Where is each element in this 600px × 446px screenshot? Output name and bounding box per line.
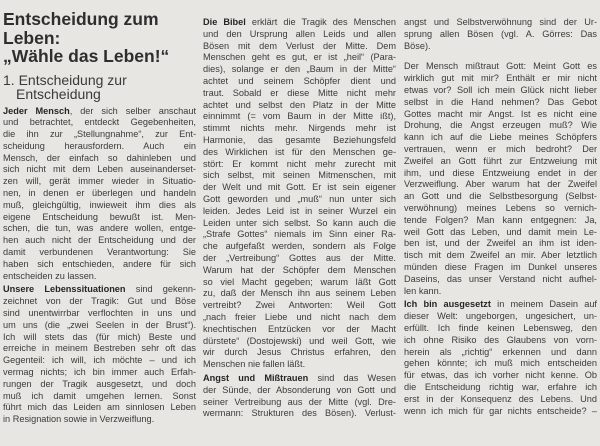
line-text: Harmonie, das gesamte Beziehungsfeld [203, 134, 396, 145]
text-line [404, 120, 597, 132]
text-line [404, 370, 597, 382]
text-line [404, 168, 597, 180]
text-line [203, 408, 396, 420]
text-line [404, 299, 597, 311]
text-line [404, 262, 597, 274]
text-line [404, 227, 597, 239]
text-line [3, 402, 196, 414]
text-line [203, 41, 396, 53]
text-line [404, 191, 597, 203]
line-text: Leiden unter sich selbst. So kann auch die [203, 217, 396, 228]
text-line [404, 179, 597, 191]
line-text: erreiche in meinem Bestreben sehr oft das [3, 343, 196, 354]
text-line [404, 132, 597, 144]
text-line [3, 200, 196, 212]
line-text: verwöhnung) meines Lebens so vernich- [404, 202, 597, 213]
line-text: entscheiden zu lassen. [3, 270, 97, 281]
line-text: achtet und seinem Schöpfer dient und [203, 75, 396, 86]
line-text: Menschen nie fallen läßt. [203, 359, 306, 370]
text-line [203, 170, 396, 182]
line-text: einnimmt (= vom Baum in der Mitte ißt), [203, 111, 396, 122]
lead-in-bold: Angst und Mißtrauen [203, 372, 309, 383]
line-text: Gegenteil: ich will, ich möchte – und ich [3, 355, 196, 366]
text-line [404, 286, 597, 298]
line-text: Daseins, das unser Verstand nicht aufhel- [404, 273, 597, 284]
line-text: und betrachtet, entdeckt Gegebenheiten, [3, 117, 196, 128]
text-line [203, 288, 396, 300]
line-text: seiner Vertreibung aus der Mitte (vgl. Dre- [203, 396, 396, 407]
line-text: selbst in die Hand nehmen? Das Gebot [404, 96, 597, 107]
text-line [404, 238, 597, 250]
line-text: sind gekenn- [125, 284, 196, 295]
line-text: rungen der Tragik ausgesetzt, und doch [3, 378, 196, 389]
text-line [404, 215, 597, 227]
line-text: Menschen geht es gut, er ist „heil“ (Para- [203, 52, 396, 63]
text-line [404, 85, 597, 97]
line-text: sich nicht mit dem Leben auseinanderset- [3, 164, 196, 175]
line-text: vertreibt? Zwei Antworten: Weil Gott [203, 300, 396, 311]
lead-in-bold: Ich bin ausgesetzt [404, 299, 491, 310]
line-text: wenn ich mich für gar nichts entscheide? – [404, 405, 597, 416]
line-text: muß ich damit umgehen lernen. Sonst [3, 390, 196, 401]
text-line [3, 153, 196, 165]
paragraph [203, 17, 396, 371]
text-line [3, 391, 196, 403]
line-text: „nach freier Liebe und nicht nach dem [203, 311, 396, 322]
line-text: zeichnet von der Tragik: Gut und Böse [3, 296, 196, 307]
paragraph [404, 299, 597, 417]
line-text: knechtischen Entzücken vor der Macht [203, 323, 396, 334]
text-line [203, 324, 396, 336]
line-text: in meinem Dasein auf [490, 299, 597, 310]
line-text: ich ohne Risiko des Glaubens von vorn- [404, 334, 597, 345]
text-line [3, 296, 196, 308]
line-text: Zweifel an Gott führt zur Entzweiung mit [404, 155, 597, 166]
line-text: wermann: Strukturen des Bösen). Verlust- [203, 408, 396, 419]
text-line [404, 29, 597, 41]
paragraph [3, 106, 196, 283]
title-line: „Wähle das Leben!“ [3, 46, 170, 66]
line-text: gehen könnte; ich muß mich entscheiden [404, 358, 597, 369]
text-line [404, 61, 597, 73]
line-text: dürstete“ (Dostojewski) und weil Gott, wie [203, 335, 396, 346]
text-line [3, 343, 196, 355]
line-text: um uns (die „zwei Seelen in der Brust“). [3, 319, 196, 330]
text-line [203, 229, 396, 241]
line-text: che aufgefaßt werden, sondern als Folge [203, 241, 396, 252]
text-line [203, 241, 396, 253]
line-text: vermag nichts; ich bin immer auch Erfah- [3, 367, 196, 378]
line-text: die ihn zur „Stellungnahme“, zur Ent- [3, 129, 196, 140]
line-text: stimmt nichts mehr. Nirgends mehr ist [203, 123, 396, 134]
section-heading-line: Entscheidung [16, 86, 101, 102]
text-line [3, 117, 196, 129]
line-text: Bösen mit dem Verlust der Mitte. Dem [203, 40, 396, 51]
section-heading-line: 1. Entscheidung zur [3, 71, 127, 88]
line-text: dieser Welt: ungeborgen, ungesichert, un- [404, 311, 597, 322]
line-text: wirklich gut mit mir? Enthält er mir nicht [404, 73, 597, 84]
line-text: Der Mensch mißtraut Gott: Meint Gott es [404, 61, 597, 72]
text-line [3, 188, 196, 200]
title-line: Leben: [3, 27, 61, 48]
line-text: erst in der Konsequenz des Lebens. Und [404, 393, 597, 404]
text-line [3, 414, 196, 426]
line-text: Mensch, der einfach so dahinleben und [3, 152, 196, 163]
text-line [203, 277, 396, 289]
text-line [3, 141, 196, 153]
text-line [404, 109, 597, 121]
text-line [203, 253, 396, 265]
text-line [203, 100, 396, 112]
line-text: des Wirklichen ist für den Menschen ge- [203, 146, 396, 157]
line-text: sprung allen Bösen (vgl. A. Görres: Das [404, 28, 597, 39]
line-text: zen will, gerät immer wieder in Situatio- [3, 176, 196, 187]
text-line [203, 373, 396, 385]
line-text: eigene Entscheidung bewußt ist. Men- [3, 211, 196, 222]
text-line [404, 156, 597, 168]
line-text: hen auch nicht der Entscheidung und der [3, 235, 196, 246]
text-line [3, 129, 196, 141]
lead-in-bold: Die Bibel [203, 17, 246, 27]
line-text: achtet und selbst den Platz in der Mitte [203, 99, 396, 110]
line-text: sind unentwirrbar verflochten in uns und [3, 308, 196, 319]
line-text: tende Folgen? Man kann entgegnen: Ja, [404, 214, 597, 225]
text-line [3, 355, 196, 367]
line-text: Gottes macht mir Angst. Ist es nicht eine [404, 108, 597, 119]
line-text: dies), solange er den „Baum in der Mitte“ [203, 64, 396, 75]
text-line [203, 147, 396, 159]
line-text: Verzweiflung. Aber warum hat der Zweifel [404, 179, 597, 190]
text-line [404, 311, 597, 323]
line-text: haben sich entschieden, andere für sich [3, 258, 196, 269]
line-text: erfüllt. Ich finde keinen Lebensweg, den [404, 322, 597, 333]
line-text: Ich will stets das (für mich) Beste und [3, 331, 196, 342]
paragraph [203, 373, 396, 420]
text-line [404, 73, 597, 85]
line-text: sind das Wesen [308, 372, 396, 383]
text-line [3, 106, 196, 118]
text-line [203, 159, 396, 171]
line-text: Drohung, die Angst erzeugen muß? Wie [404, 120, 597, 131]
text-line [203, 206, 396, 218]
text-line [404, 250, 597, 262]
line-text: erklärt die Tragik des Menschen [245, 17, 396, 27]
text-line [203, 385, 396, 397]
line-text: , der sich selber anschaut [69, 105, 196, 116]
line-text: und den Ursprung allen Leids und allen [203, 28, 396, 39]
line-text: vertrauen, wenn er mich bedroht? Der [404, 143, 597, 154]
line-text: stört: Er kommt nicht mehr zurecht mit [203, 158, 396, 169]
text-line [404, 41, 597, 53]
text-line [3, 247, 196, 259]
text-line [3, 379, 196, 391]
column-2 [203, 0, 396, 422]
text-line [203, 397, 396, 409]
text-line [404, 97, 597, 109]
text-line [203, 29, 396, 41]
text-line [404, 406, 597, 418]
line-text: „Strafe Gottes“ niemals im Sinn einer Ra- [203, 229, 396, 240]
text-line [404, 144, 597, 156]
lead-in-bold: Unsere Lebenssituationen [3, 284, 126, 295]
text-line [3, 271, 196, 283]
column-body [404, 17, 597, 417]
line-text: ihm, und diese Entzweiung endet in der [404, 167, 597, 178]
text-line [3, 212, 196, 224]
line-text: der „Vertreibung“ Gottes aus der Mitte. [203, 252, 396, 263]
paragraph [404, 61, 597, 297]
column-body [203, 17, 396, 420]
text-line [3, 259, 196, 271]
line-text: angst und Selbstverwöhnung sind der Ur- [404, 17, 597, 27]
section-heading [3, 73, 196, 102]
text-line [3, 367, 196, 379]
text-line [3, 164, 196, 176]
line-text: die Entscheidung richtig war, erfahre ich [404, 381, 597, 392]
line-text: in Resignation sowie in Verzweiflung. [3, 414, 155, 425]
text-line [203, 300, 396, 312]
line-text: münden diese Fragen im Dunkel unseres [404, 261, 597, 272]
text-line [203, 52, 396, 64]
text-line [203, 265, 396, 277]
text-line [404, 17, 597, 29]
text-line [203, 17, 396, 29]
line-text: für etwas, das ich vorher nicht kenne. Ob [404, 370, 597, 381]
text-line [404, 203, 597, 215]
column-1 [3, 0, 196, 428]
line-text: ben ist, und der Zweifel an ihm ist iden- [404, 238, 597, 249]
text-line [3, 284, 196, 296]
line-text: schen, die tun, was andere wollen, entge- [3, 223, 196, 234]
text-line [404, 323, 597, 335]
line-text: zu, daß der Mensch ihn aus seinem Leben [203, 288, 396, 299]
text-line [3, 176, 196, 188]
line-text: Gott geworden und „muß“ nun unter sich [203, 193, 396, 204]
article-title [3, 10, 196, 66]
text-line [404, 382, 597, 394]
text-line [203, 64, 396, 76]
text-line [404, 347, 597, 359]
text-line [404, 394, 597, 406]
lead-in-bold: Jeder Mensch [3, 105, 70, 116]
text-line [203, 182, 396, 194]
text-line [3, 332, 196, 344]
line-text: len kann. [404, 285, 442, 296]
line-text: Warum hat der Schöpfer dem Menschen [203, 264, 396, 275]
line-text: an Gott und die Selbstbesorgung (Selbst- [404, 191, 597, 202]
text-line [203, 218, 396, 230]
line-text: herein als „richtig“ erkennen und dann [404, 346, 597, 357]
text-line [404, 274, 597, 286]
line-text: Böse). [404, 40, 431, 51]
text-line [3, 320, 196, 332]
text-line [203, 135, 396, 147]
paragraph [3, 284, 196, 426]
line-text: so viel Macht gegeben; warum läßt Gott [203, 276, 396, 287]
text-line [203, 347, 396, 359]
text-line [203, 312, 396, 324]
text-line [203, 88, 396, 100]
line-text: scheidung herausfordern. Auch ein [3, 140, 196, 151]
paragraph [404, 17, 597, 52]
text-line [203, 194, 396, 206]
text-line [203, 336, 396, 348]
line-text: muß, gleichgültig, inwieweit ihm dies als [3, 199, 196, 210]
text-line [3, 308, 196, 320]
title-line: Entscheidung zum [3, 9, 159, 29]
text-line [3, 223, 196, 235]
line-text: tisch mit dem Zweifel an mir. Aber letztlich [404, 250, 597, 261]
text-line [404, 358, 597, 370]
column-3 [404, 0, 597, 419]
line-text: damit verbundenen Verantwortung: Sie [3, 247, 196, 258]
line-text: leiden. Jedes Leid ist in seiner Wurzel ein [203, 205, 396, 216]
text-line [203, 123, 396, 135]
line-text: der Sünde, der Absonderung von Gott und [203, 384, 396, 395]
line-text: traut. Sobald er diese Mitte nicht mehr [203, 87, 396, 98]
line-text: weil Gott das Leben, und damit mein Le- [404, 226, 597, 237]
line-text: etwas vor? Soll ich mein Glück nicht lieber [404, 84, 597, 95]
text-line [203, 111, 396, 123]
line-text: wir durch Jesus Christus erfahren, den [203, 347, 396, 358]
line-text: nen, in denen er überlegen und handeln [3, 188, 196, 199]
line-text: kann ich auf die Liebe meines Schöpfers [404, 132, 597, 143]
text-line [203, 359, 396, 371]
text-line [404, 335, 597, 347]
text-line [3, 235, 196, 247]
column-body [3, 106, 196, 427]
text-line [203, 76, 396, 88]
line-text: führt mich das Leiden am sinnlosen Leben [3, 402, 196, 413]
line-text: sich selbst, mit seinen Mitmenschen, mit [203, 170, 396, 181]
line-text: der Welt und mit Gott. Er ist sein eigener [203, 182, 396, 193]
